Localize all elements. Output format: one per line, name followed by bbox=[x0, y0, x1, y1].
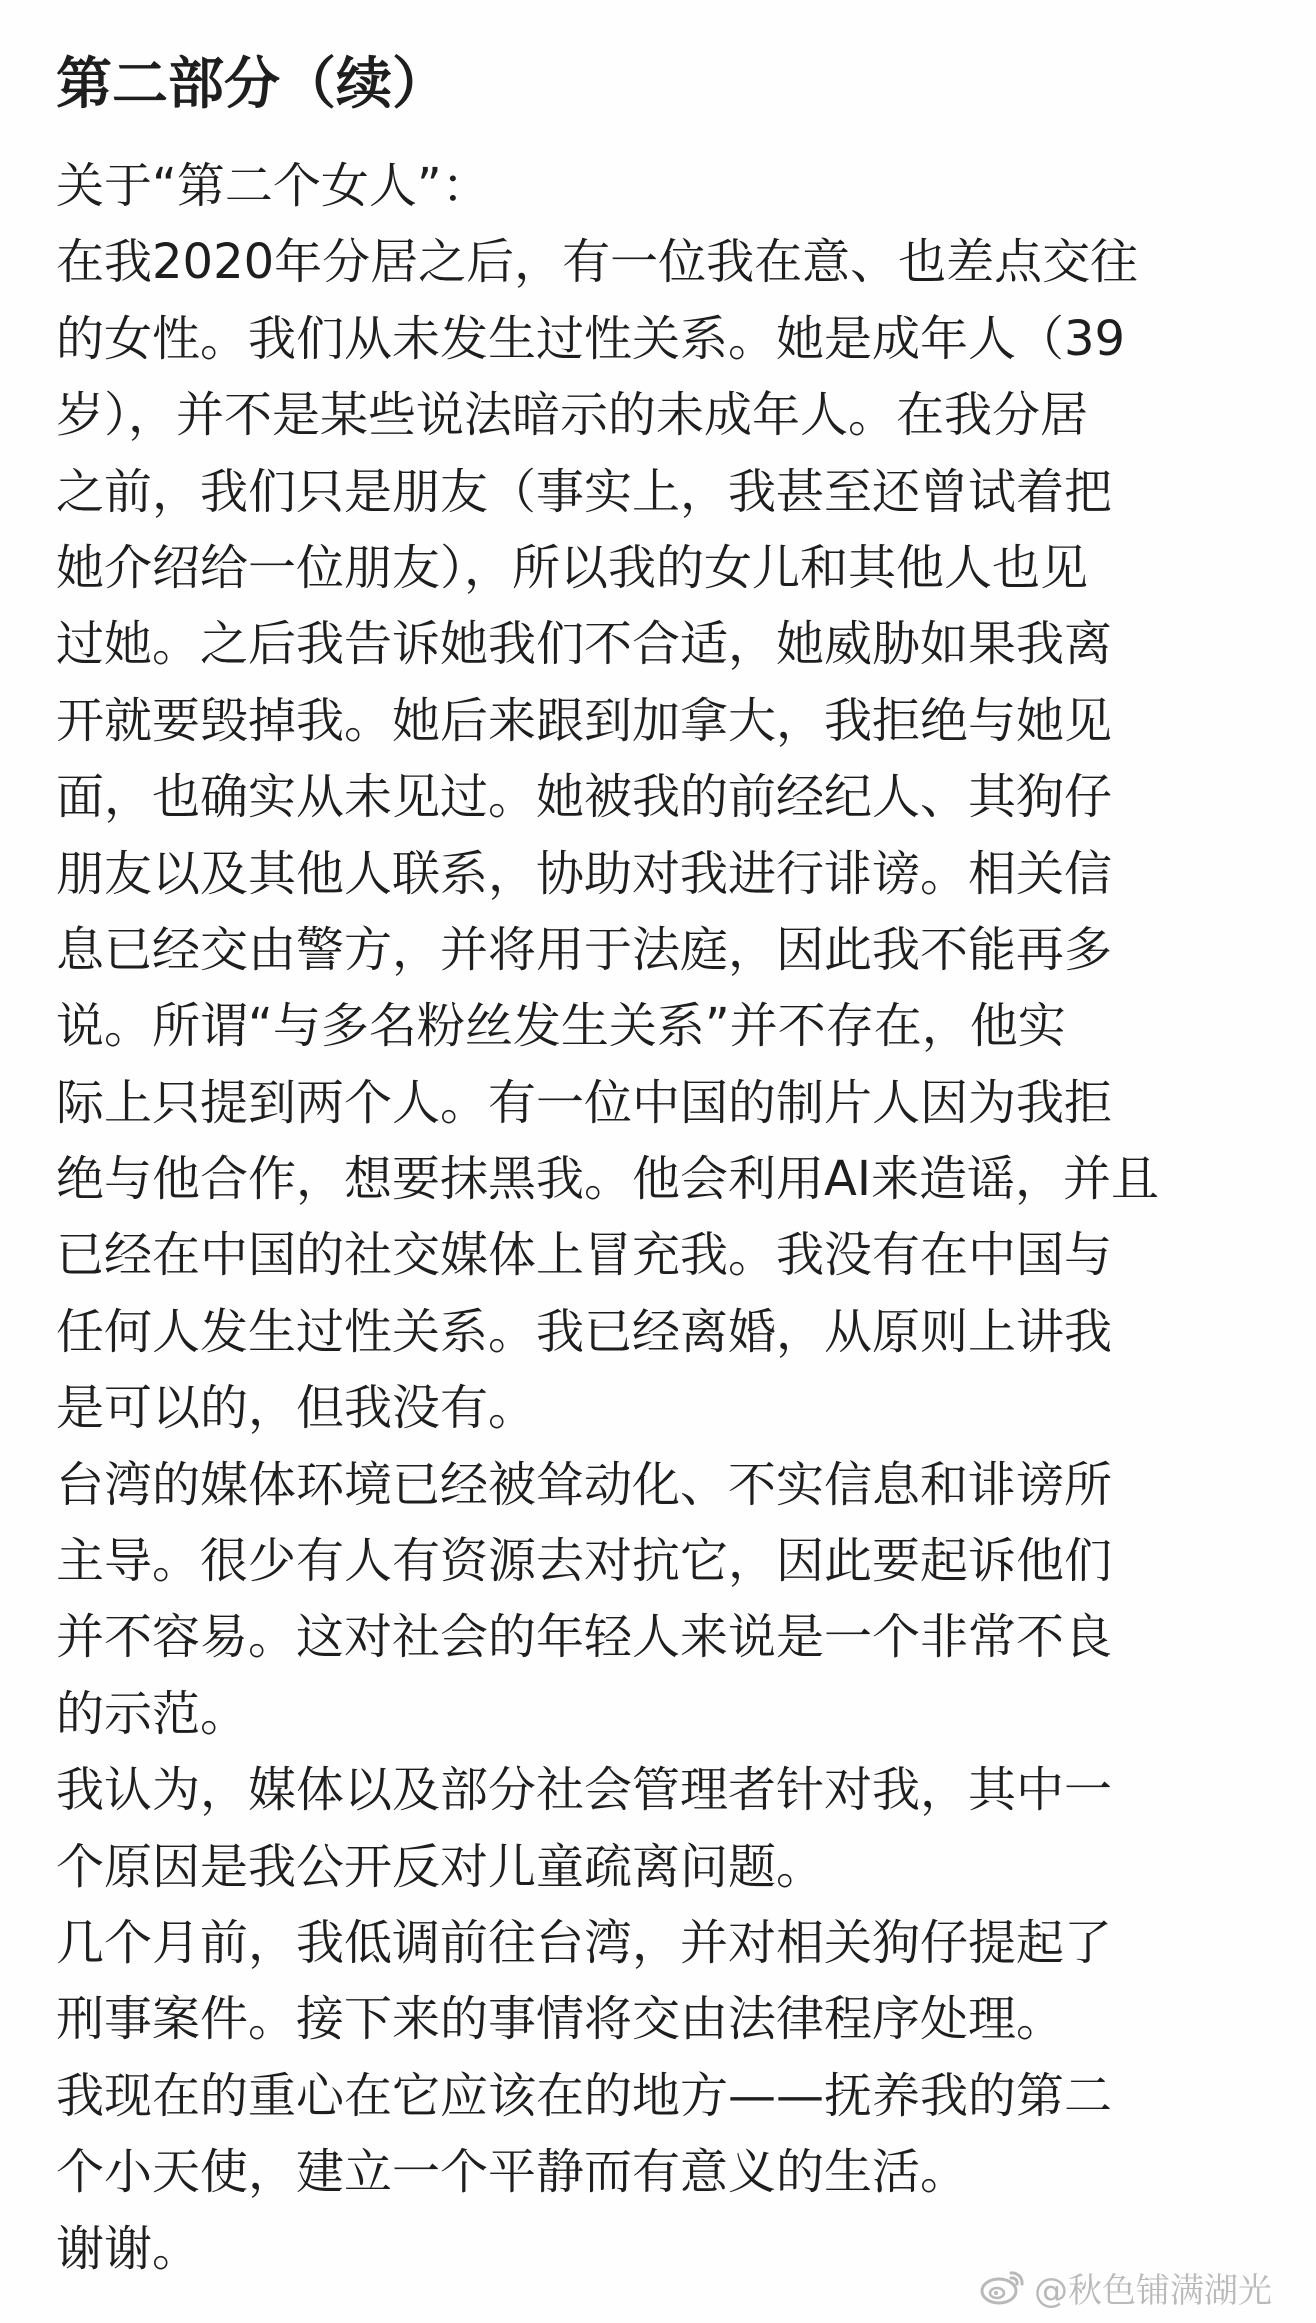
text-line: 的女性。我们从未发生过性关系。她是成年人（39 bbox=[56, 310, 1126, 367]
text-line: 我现在的重心在它应该在的地方——抚养我的第二 bbox=[56, 2067, 1113, 2124]
text-line: 在我2020年分居之后，有一位我在意、也差点交往 bbox=[56, 234, 1139, 291]
text-line: 任何人发生过性关系。我已经离婚，从原则上讲我 bbox=[56, 1303, 1113, 1360]
text-line: 几个月前，我低调前往台湾，并对相关狗仔提起了 bbox=[56, 1914, 1113, 1971]
text-line: 个原因是我公开反对儿童疏离问题。 bbox=[56, 1838, 825, 1895]
text-line: 已经在中国的社交媒体上冒充我。我没有在中国与 bbox=[56, 1227, 1113, 1284]
text-line: 息已经交由警方，并将用于法庭，因此我不能再多 bbox=[56, 921, 1113, 978]
text-line: 并不容易。这对社会的年轻人来说是一个非常不良 bbox=[56, 1609, 1113, 1666]
watermark bbox=[978, 2262, 1272, 2312]
section-heading: 第二部分（续） bbox=[56, 52, 448, 117]
text-line: 开就要毁掉我。她后来跟到加拿大，我拒绝与她见 bbox=[56, 692, 1113, 749]
text-line: 绝与他合作，想要抹黑我。他会利用AI来造谣，并且 bbox=[56, 1151, 1159, 1208]
text-line: 我认为，媒体以及部分社会管理者针对我，其中一 bbox=[56, 1762, 1113, 1819]
text-line: 个小天使，建立一个平静而有意义的生活。 bbox=[56, 2144, 969, 2201]
text-line: 台湾的媒体环境已经被耸动化、不实信息和诽谤所 bbox=[56, 1456, 1113, 1513]
text-line: 主导。很少有人有资源去对抗它，因此要起诉他们 bbox=[56, 1533, 1113, 1590]
text-line: 岁），并不是某些说法暗示的未成年人。在我分居 bbox=[56, 387, 1089, 444]
text-line: 关于“第二个女人”： bbox=[56, 158, 490, 214]
text-line: 她介绍给一位朋友），所以我的女儿和其他人也见 bbox=[56, 539, 1089, 596]
statement-body bbox=[56, 148, 1296, 2287]
text-line: 朋友以及其他人联系，协助对我进行诽谤。相关信 bbox=[56, 845, 1113, 902]
text-line: 说。所谓“与多名粉丝发生关系”并不存在，他实 bbox=[56, 998, 1066, 1055]
text-line: 之前，我们只是朋友（事实上，我甚至还曾试着把 bbox=[56, 463, 1113, 520]
text-line: 际上只提到两个人。有一位中国的制片人因为我拒 bbox=[56, 1074, 1113, 1131]
text-line: 过她。之后我告诉她我们不合适，她威胁如果我离 bbox=[56, 616, 1113, 673]
text-line: 的示范。 bbox=[56, 1685, 249, 1742]
weibo-icon bbox=[978, 2267, 1028, 2307]
watermark-text: @秋色铺满湖光 bbox=[1034, 2270, 1272, 2311]
text-line: 谢谢。 bbox=[56, 2220, 201, 2277]
text-line: 刑事案件。接下来的事情将交由法律程序处理。 bbox=[56, 1991, 1065, 2048]
text-line: 面，也确实从未见过。她被我的前经纪人、其狗仔 bbox=[56, 769, 1113, 826]
text-line: 是可以的，但我没有。 bbox=[56, 1380, 537, 1437]
